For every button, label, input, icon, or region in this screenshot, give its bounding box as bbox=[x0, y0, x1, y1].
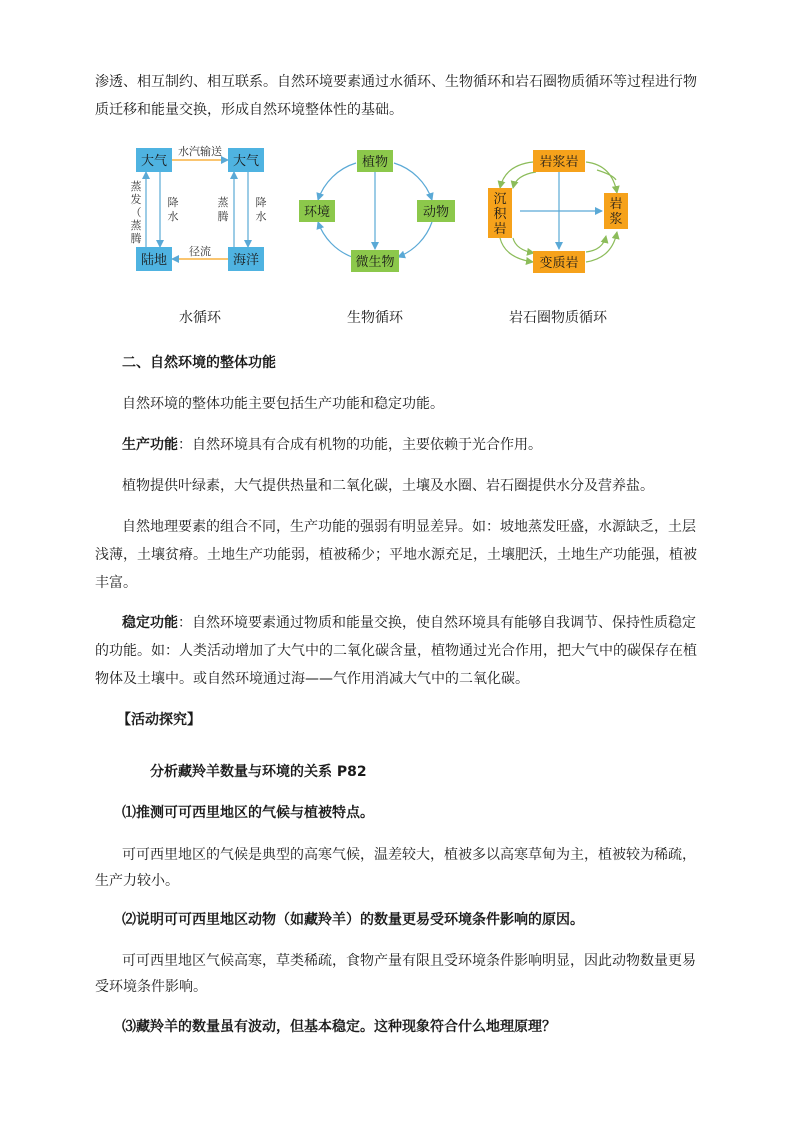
meta-magma-arc-inner bbox=[586, 236, 606, 252]
precip-left-char-2: 水 bbox=[167, 210, 179, 223]
evap-char-1: 蒸 bbox=[130, 180, 142, 193]
question-1: ⑴推测可可西里地区的气候与植被特点。 bbox=[122, 805, 374, 821]
precip-right-char-1: 降 bbox=[255, 196, 267, 209]
section-heading: 二、自然环境的整体功能 bbox=[122, 355, 276, 371]
intro-line-1: 渗透、相互制约、相互联系。自然环境要素通过水循环、生物循环和岩石圈物质循环等过程进行物 bbox=[95, 74, 697, 90]
water-cycle-caption: 水循环 bbox=[179, 310, 221, 326]
stability-line-2: 的功能。如：人类活动增加了大气中的二氧化碳含量，植物通过光合作用，把大气中的碳保存在植 bbox=[95, 643, 697, 659]
sed-meta-arc-outer bbox=[500, 238, 533, 262]
box-igneous-label: 岩浆岩 bbox=[539, 155, 579, 170]
magma-char-1: 岩 bbox=[609, 197, 623, 212]
magma-char-2: 浆 bbox=[609, 212, 623, 227]
question-3: ⑶藏羚羊的数量虽有波动，但基本稳定。这种现象符合什么地理原理？ bbox=[122, 1019, 556, 1035]
evap-char-3: （ bbox=[130, 206, 142, 219]
microbe-env-arc bbox=[318, 222, 352, 257]
vapor-transport-label: 水汽输送 bbox=[178, 145, 222, 158]
activity-heading: 【活动探究】 bbox=[117, 712, 201, 728]
evap-char-2: 发 bbox=[130, 193, 142, 206]
answer-2-line-1: 可可西里地区气候高寒，草类稀疏，食物产量有限且受环境条件影响明显，因此动物数量更易 bbox=[122, 953, 696, 969]
box-atmosphere-right-label: 大气 bbox=[232, 154, 260, 169]
box-environment-label: 环境 bbox=[303, 205, 331, 220]
precip-right-char-2: 水 bbox=[255, 210, 267, 223]
activity-title: 分析藏羚羊数量与环境的关系 P82 bbox=[150, 764, 367, 780]
production-paragraph bbox=[122, 435, 732, 455]
sed-char-1: 沉 bbox=[493, 192, 507, 207]
precip-left-char-1: 降 bbox=[167, 196, 179, 209]
box-ocean-label: 海洋 bbox=[232, 253, 260, 268]
intro-line-2: 质迁移和能量交换，形成自然环境整体性的基础。 bbox=[95, 102, 403, 118]
runoff-label: 径流 bbox=[189, 245, 211, 258]
section-intro: 自然环境的整体功能主要包括生产功能和稳定功能。 bbox=[122, 396, 444, 412]
stability-paragraph bbox=[122, 613, 732, 633]
rock-cycle-caption: 岩石圈物质循环 bbox=[509, 310, 607, 326]
production-detail: 植物提供叶绿素，大气提供热量和二氧化碳，土壤及水圈、岩石圈提供水分及营养盐。 bbox=[122, 478, 654, 494]
stability-text-1: ：自然环境要素通过物质和能量交换，使自然环境具有能够自我调节、保持性质稳定 bbox=[178, 615, 696, 631]
bio-cycle-diagram bbox=[299, 150, 455, 272]
diff-line-1: 自然地理要素的组合不同，生产功能的强弱有明显差异。如：坡地蒸发旺盛，水源缺乏，土层 bbox=[122, 519, 696, 535]
cycle-diagrams bbox=[0, 135, 794, 335]
plant-animal-arc bbox=[394, 163, 432, 200]
plant-env-arc bbox=[318, 163, 356, 200]
igneous-magma-arc-outer bbox=[586, 162, 617, 193]
meta-magma-arc-outer bbox=[586, 232, 617, 262]
box-land-label: 陆地 bbox=[140, 253, 168, 268]
stability-line-3: 物体及土壤中。或自然环境通过海——气作用消减大气中的二氧化碳。 bbox=[95, 671, 529, 687]
bio-cycle-caption: 生物循环 bbox=[347, 310, 403, 326]
box-plant-label: 植物 bbox=[361, 155, 389, 170]
answer-1-line-2: 生产力较小。 bbox=[95, 873, 179, 889]
production-label: 生产功能 bbox=[122, 437, 178, 453]
production-text: ：自然环境具有合成有机物的功能，主要依赖于光合作用。 bbox=[178, 437, 542, 453]
sed-char-3: 岩 bbox=[493, 222, 507, 237]
answer-2-line-2: 受环境条件影响。 bbox=[95, 979, 207, 995]
box-animal-label: 动物 bbox=[422, 205, 450, 220]
water-cycle-diagram bbox=[131, 144, 267, 271]
sed-meta-arc-inner bbox=[513, 238, 534, 253]
evap-char-5: 腾 bbox=[130, 232, 142, 245]
box-atmosphere-left-label: 大气 bbox=[140, 154, 168, 169]
transp-char-1: 蒸 bbox=[217, 196, 229, 209]
rock-cycle-diagram bbox=[488, 150, 628, 273]
animal-microbe-arc bbox=[398, 222, 432, 257]
transp-char-2: 腾 bbox=[217, 210, 229, 223]
igneous-sed-arc-inner bbox=[513, 172, 536, 188]
igneous-sed-arc-outer bbox=[500, 162, 533, 188]
box-metamorphic-label: 变质岩 bbox=[539, 256, 579, 271]
stability-label: 稳定功能 bbox=[122, 615, 178, 631]
box-microbe-label: 微生物 bbox=[355, 255, 395, 270]
diff-line-2: 浅薄，土壤贫瘠。土地生产功能弱，植被稀少；平地水源充足，土壤肥沃，土地生产功能强，植被 bbox=[95, 547, 697, 563]
sed-char-2: 积 bbox=[493, 207, 507, 222]
evap-char-4: 蒸 bbox=[130, 219, 142, 232]
answer-1-line-1: 可可西里地区的气候是典型的高寒气候，温差较大，植被多以高寒草甸为主，植被较为稀疏， bbox=[122, 847, 696, 863]
diff-line-3: 丰富。 bbox=[95, 575, 137, 591]
question-2: ⑵说明可可西里地区动物（如藏羚羊）的数量更易受环境条件影响的原因。 bbox=[122, 912, 584, 928]
